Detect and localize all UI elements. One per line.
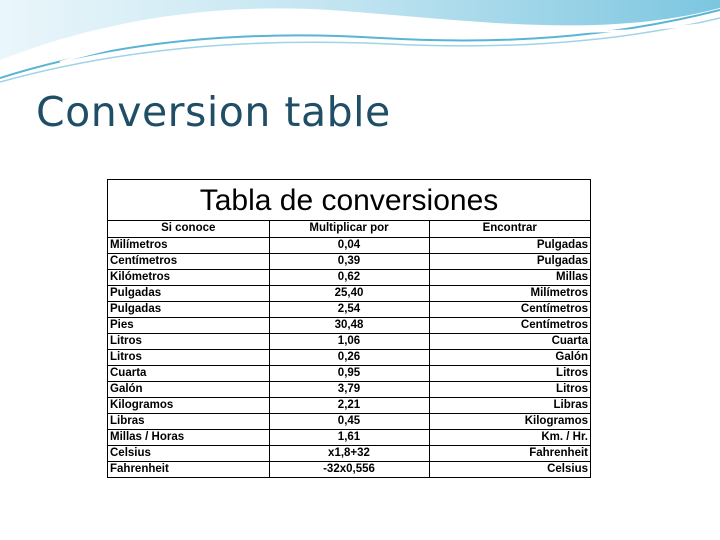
known-unit-cell: Pies (108, 317, 269, 333)
factor-cell: 0,95 (269, 365, 429, 381)
table-row (108, 317, 590, 333)
target-unit-cell: Celsius (547, 462, 588, 475)
table-row (108, 253, 590, 269)
known-unit-cell: Libras (108, 413, 269, 429)
target-unit-cell: Milímetros (429, 285, 590, 301)
table-row (108, 365, 590, 381)
factor-cell: 1,06 (269, 333, 429, 349)
column-header-known: Si conoce (108, 221, 269, 237)
target-unit-cell: Pulgadas (429, 237, 590, 253)
table-row (108, 333, 590, 349)
known-unit-cell: Galón (108, 381, 269, 397)
target-unit-cell: Pulgadas (429, 253, 590, 269)
factor-cell: 2,21 (269, 397, 429, 413)
table-row (108, 237, 590, 253)
table-row (108, 397, 590, 413)
factor-cell: x1,8+32 (269, 445, 429, 461)
table-header-row (108, 221, 590, 237)
factor-cell: 0,62 (269, 269, 429, 285)
known-unit-cell: Millas / Horas (108, 429, 269, 445)
known-unit-cell: Celsius (108, 445, 269, 461)
known-unit-cell: Cuarta (108, 365, 269, 381)
factor-cell: -32x0,556 (269, 461, 429, 477)
known-unit-cell: Pulgadas (108, 285, 269, 301)
factor-cell: 0,39 (269, 253, 429, 269)
target-unit-cell: Cuarta (429, 333, 590, 349)
conversion-table (108, 221, 590, 477)
known-unit-cell: Litros (108, 333, 269, 349)
target-unit-cell: Galón (429, 349, 590, 365)
header-wave-decoration (0, 0, 720, 90)
column-header-find: Encontrar (429, 221, 590, 237)
known-unit-cell: Litros (108, 349, 269, 365)
factor-cell: 0,04 (269, 237, 429, 253)
target-unit-cell: Litros (429, 381, 590, 397)
table-row (108, 413, 590, 429)
factor-cell: 30,48 (269, 317, 429, 333)
table-row (108, 301, 590, 317)
table-heading: Tabla de conversiones (108, 180, 590, 221)
factor-cell: 0,45 (269, 413, 429, 429)
table-row (108, 349, 590, 365)
table-row (108, 269, 590, 285)
slide-title: Conversion table (36, 88, 391, 136)
table-row (108, 285, 590, 301)
table-row (108, 461, 590, 477)
known-unit-cell: Fahrenheit (108, 461, 269, 477)
known-unit-cell: Kilómetros (108, 269, 269, 285)
factor-cell: 25,40 (269, 285, 429, 301)
target-unit-cell: Km. / Hr. (429, 429, 590, 445)
known-unit-cell: Pulgadas (108, 301, 269, 317)
target-unit-cell: Fahrenheit (429, 445, 590, 461)
target-unit-cell: Kilogramos (429, 413, 590, 429)
known-unit-cell: Kilogramos (108, 397, 269, 413)
factor-cell: 1,61 (269, 429, 429, 445)
factor-cell: 2,54 (269, 301, 429, 317)
known-unit-cell: Milímetros (108, 237, 269, 253)
column-header-multiply: Multiplicar por (269, 221, 429, 237)
table-row (108, 429, 590, 445)
target-unit-cell: Centímetros (429, 301, 590, 317)
target-unit-cell: Litros (429, 365, 590, 381)
known-unit-cell: Centímetros (108, 253, 269, 269)
target-unit-cell: Millas (429, 269, 590, 285)
conversion-table-image (107, 179, 591, 478)
factor-cell: 3,79 (269, 381, 429, 397)
table-row (108, 445, 590, 461)
target-unit-cell: Centímetros (429, 317, 590, 333)
target-unit-cell: Libras (429, 397, 590, 413)
factor-cell: 0,26 (269, 349, 429, 365)
table-row (108, 381, 590, 397)
